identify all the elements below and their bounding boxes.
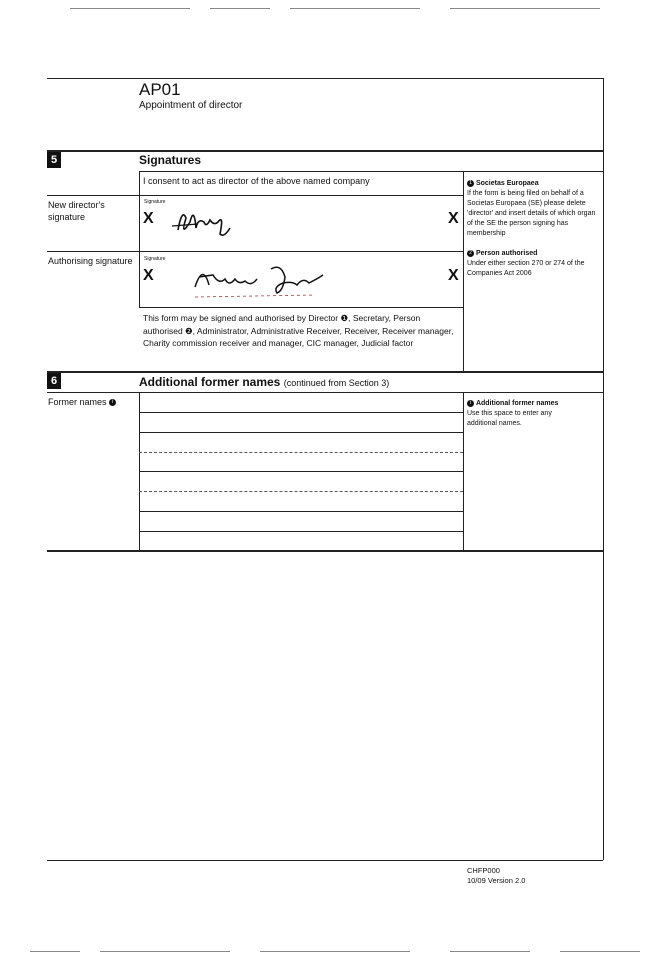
note-2-icon: 2 [467,250,474,257]
scan-artifact-line [450,951,530,952]
scan-artifact-line [30,951,80,952]
x-mark: X [143,267,154,284]
former-name-line[interactable] [139,531,463,532]
section6-bottom-rule [47,550,603,552]
note-additional-former-names [467,399,577,429]
section6-number: 6 [47,373,61,389]
former-names-label-text: Former names [48,397,107,407]
former-name-line[interactable] [139,491,463,492]
note-3-icon: i [467,400,474,407]
former-name-line[interactable] [139,432,463,433]
section5-top-rule [47,150,603,152]
former-names-label [48,396,116,408]
info-icon: i [109,399,116,406]
consent-text: I consent to act as director of the above named company [143,176,370,186]
signature-row-divider [47,251,463,252]
new-director-handwritten-signature [168,200,248,245]
signature-box-bottom [139,307,463,308]
footer-version: 10/09 Version 2.0 [467,876,526,885]
x-mark: X [448,267,459,284]
authorising-handwritten-signature [185,257,335,302]
x-mark: X [448,210,459,227]
signature-box-left [139,251,140,307]
former-name-line[interactable] [139,452,463,453]
scan-artifact-line [560,951,640,952]
notes-column-divider [463,171,464,371]
authorising-signature-label: Authorising signature [48,256,133,266]
new-director-signature-label: New director's signature [48,200,105,222]
x-mark: X [143,210,154,227]
note-societas-europaea [467,179,599,239]
form-code: AP01 [139,80,181,99]
former-name-line[interactable] [139,412,463,413]
signature-box-left [139,195,140,251]
scan-artifact-line [260,951,410,952]
notes-column-divider [463,392,464,550]
form-right-border [603,78,604,860]
former-name-line[interactable] [139,471,463,472]
section6-title-suffix: (continued from Section 3) [283,378,390,388]
signed-by-text: This form may be signed and authorised by Director ❶, Secretary, Person authorised ❷, Administrator, Administrative Receiver, Receiver, Receiver manager, Charity commission receiver and manager, CIC manager, Judicial factor [143,313,454,348]
scan-artifact-line [210,8,270,9]
form-top-border [47,78,603,79]
section6-top-rule [47,371,603,373]
signature-caption: Signature [144,256,166,262]
section6-title-text: Additional former names [139,375,281,389]
note-1-text: If the form is being filed on behalf of a Societas Europaea (SE) please delete 'director' and insert details of which organ of the SE the person signing has membership [467,190,596,237]
form-bottom-border [47,860,603,861]
note-2-text: Under either section 270 or 274 of the Companies Act 2006 [467,260,585,277]
section5-title: Signatures [139,153,202,167]
note-1-title: Societas Europaea [475,180,539,187]
scan-artifact-line [100,951,230,952]
scan-artifact-line [450,8,600,9]
note-2-title: Person authorised [475,250,538,257]
section5-title-underline [139,171,603,172]
scan-artifact-line [70,8,190,9]
former-name-line[interactable] [139,511,463,512]
note-1-icon: 1 [467,180,474,187]
consent-box-bottom [47,195,463,196]
section5-number: 5 [47,152,61,168]
section6-title [139,375,389,389]
scan-artifact-line [290,8,420,9]
footer-code: CHFP000 [467,866,500,875]
note-person-authorised [467,249,599,279]
signature-caption: Signature [144,199,166,205]
note-3-text: Use this space to enter any additional names. [467,410,552,427]
note-3-title: Additional former names [475,400,559,407]
consent-box-left [139,171,140,195]
section6-title-underline [47,392,603,393]
form-title: Appointment of director [139,100,243,111]
